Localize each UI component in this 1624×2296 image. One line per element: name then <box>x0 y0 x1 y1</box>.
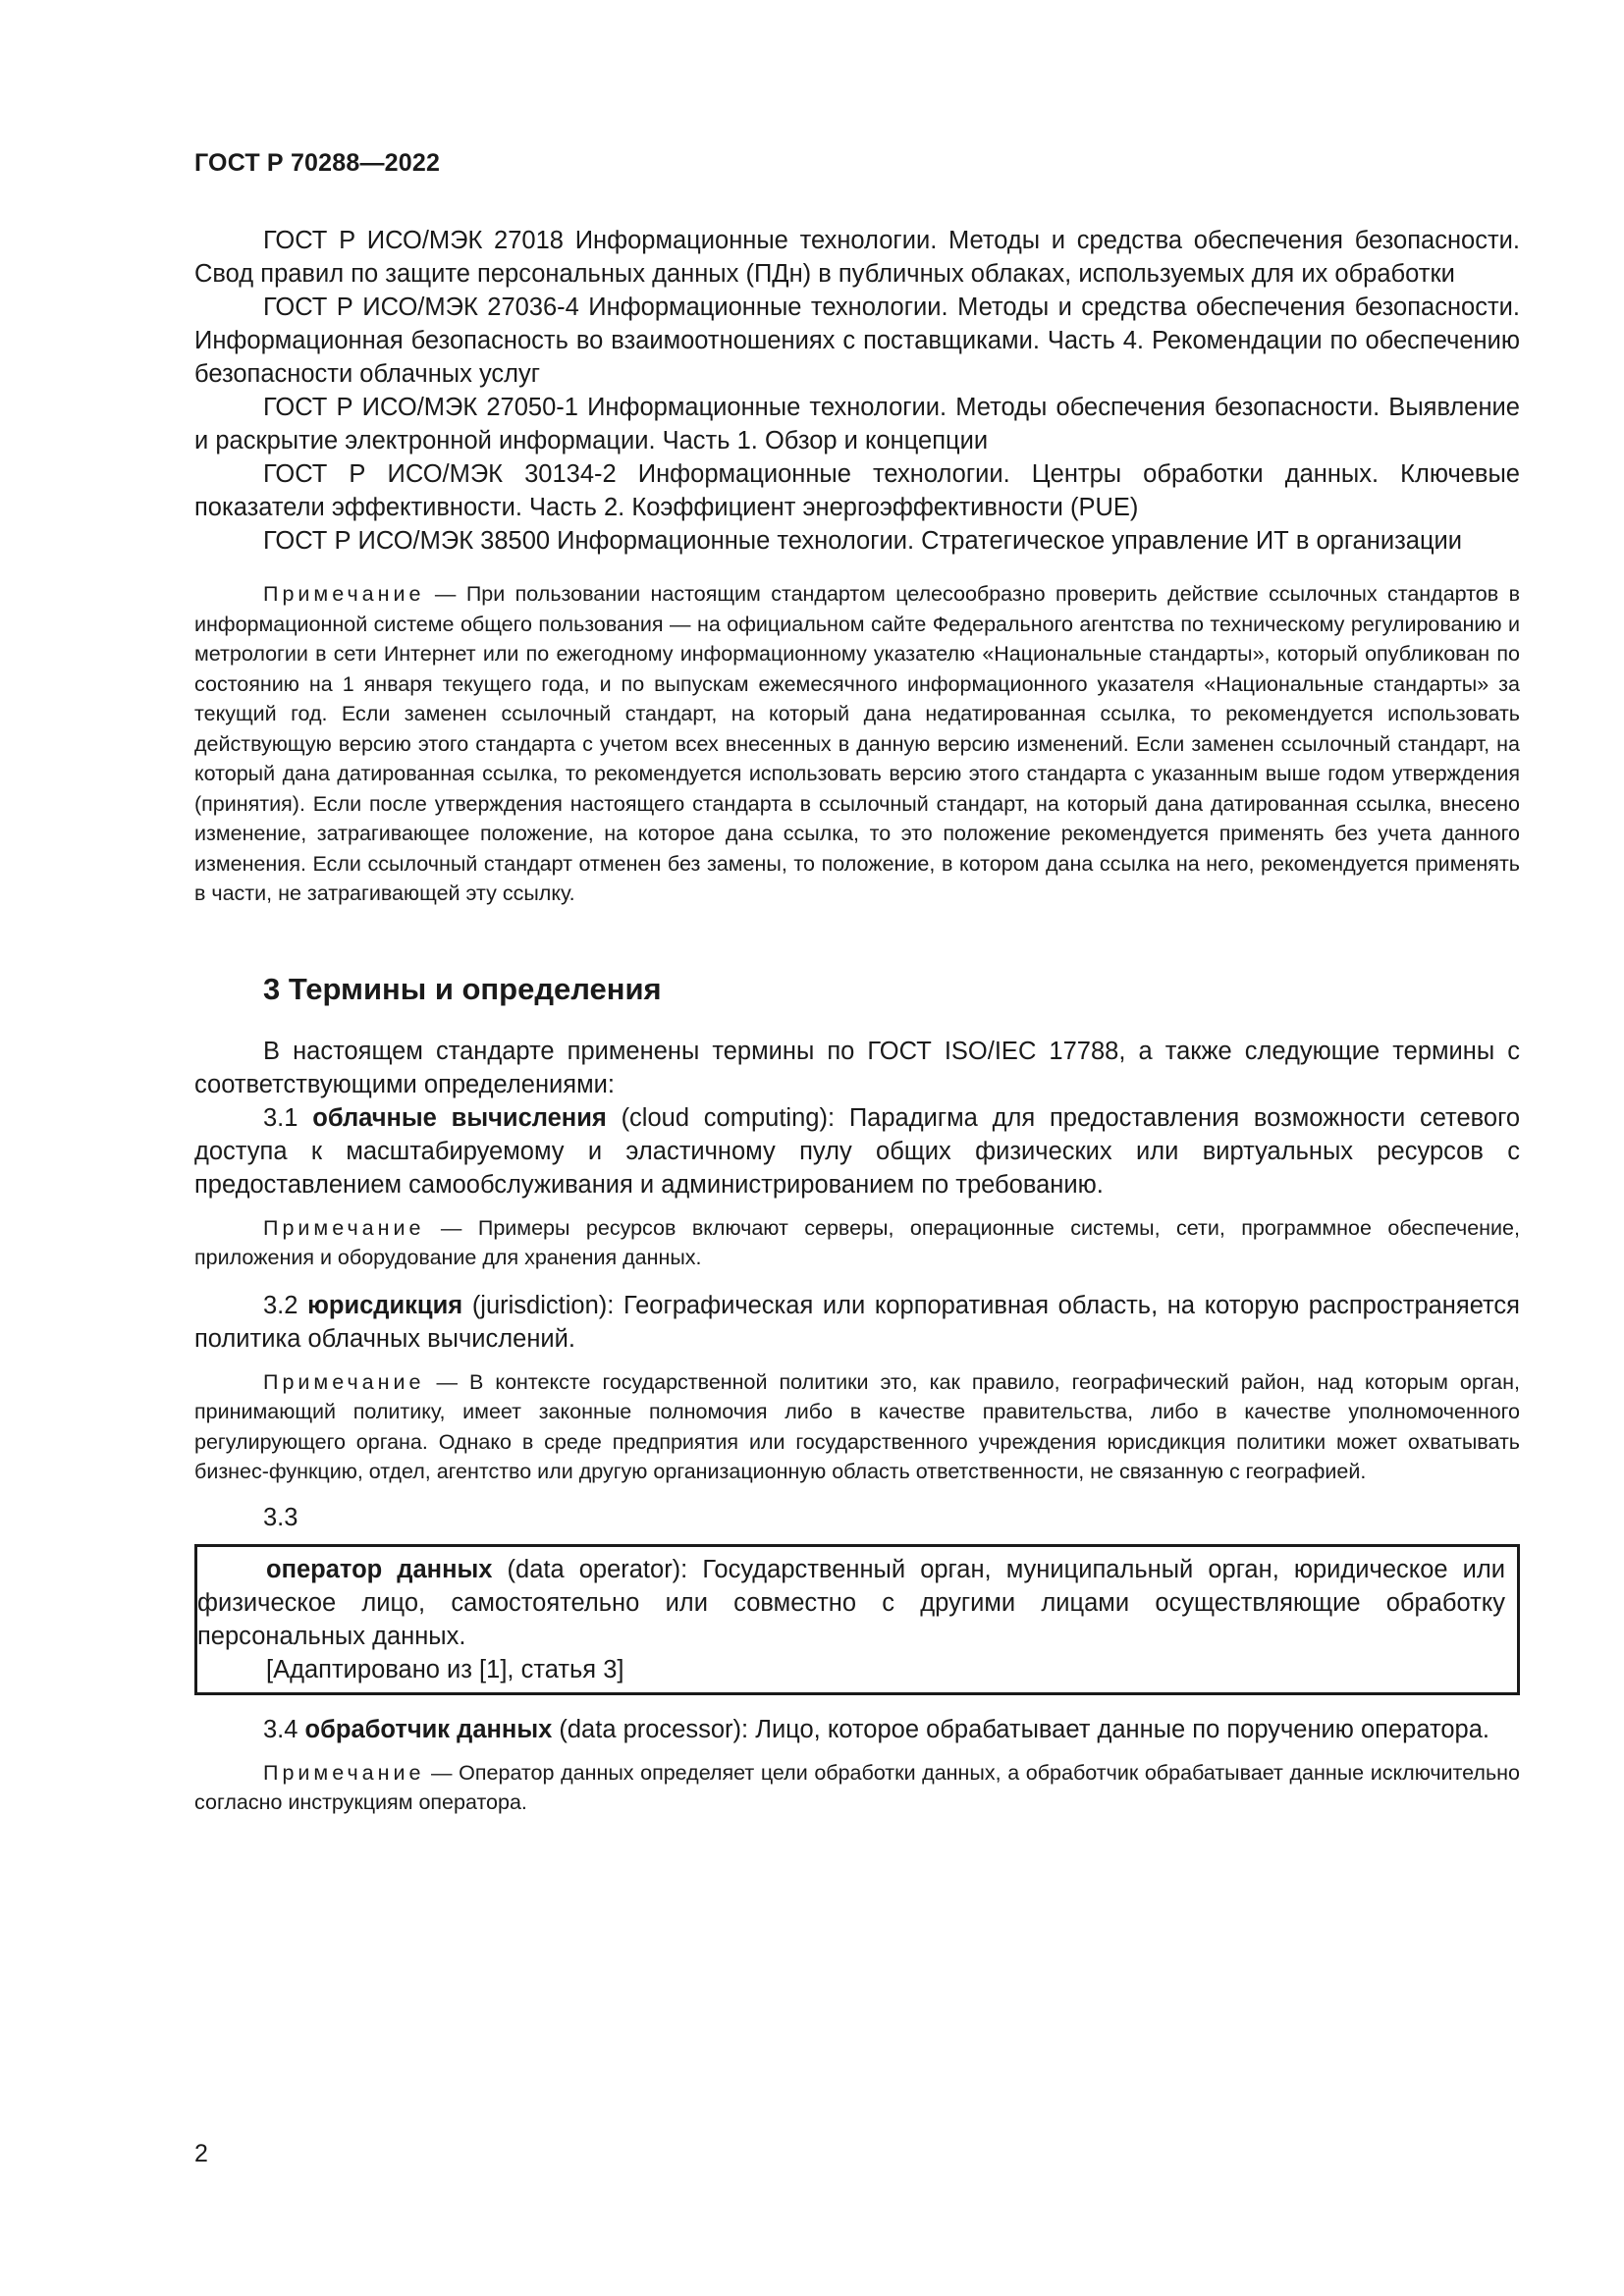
note-dash: — <box>424 582 466 606</box>
note-dash: — <box>424 1760 460 1785</box>
section-heading: 3 Термины и определения <box>263 971 662 1006</box>
note-label: Примечание <box>263 1215 425 1240</box>
reference-item: ГОСТ Р ИСО/МЭК 27050-1 Информационные технологии. Методы обеспечения безопасности. Выявление и раскрытие электронной информации. Часть 1. Обзор и концепции <box>194 394 1520 454</box>
reference-item: ГОСТ Р ИСО/МЭК 38500 Информационные технологии. Стратегическое управление ИТ в организации <box>263 527 1463 555</box>
note-text: Оператор данных определяет цели обработки данных, а обработчик обрабатывает данные исключительно согласно инструкциям оператора. <box>194 1760 1520 1814</box>
reference-item: ГОСТ Р ИСО/МЭК 27018 Информационные технологии. Методы и средства обеспечения безопасности. Свод правил по защите персональных данных (ПДн) в публичных облаках, используемых для их обработки <box>194 227 1520 288</box>
term-3-1 <box>194 1101 1520 1201</box>
term-3-3 <box>197 1553 1505 1653</box>
term-name: обработчик данных <box>304 1715 553 1743</box>
note-text: При пользовании настоящим стандартом целесообразно проверить действие ссылочных стандартов в информационной системе общего пользования — на официальном сайте Федерального агентства по техническому регулированию и метрологии в сети Интернет или по ежегодному информационному указателю «Национальные стандарты», который опубликован по состоянию на 1 января текущего года, и по выпускам ежемесячного информационного указателя «Национальные стандарты» за текущий год. Если заменен ссылочный стандарт, на который дана недатированная ссылка, то рекомендуется использовать действующую версию этого стандарта с учетом всех внесенных в данную версию изменений. Если заменен ссылочный стандарт, на который дана датированная ссылка, то рекомендуется использовать версию этого стандарта с указанным выше годом утверждения (принятия). Если после утверждения настоящего стандарта в ссылочный стандарт, на который дана датированная ссылка, внесено изменение, затрагивающее положение, на которое дана ссылка, то это положение рекомендуется применять без учета данного изменения. Если ссылочный стандарт отменен без замены, то положение, в котором дана ссылка на него, рекомендуется применять в части, не затрагивающей эту ссылку. <box>194 582 1520 905</box>
term-number: 3.2 <box>263 1291 298 1319</box>
term-definition: (cloud computing): Парадигма для предоставления возможности сетевого доступа к масштабируемому и эластичному пулу общих физических или виртуальных ресурсов с предоставлением самообслуживания и администрированием по требованию. <box>194 1103 1520 1199</box>
term-3-4 <box>194 1713 1520 1746</box>
term-name: юрисдикция <box>307 1291 463 1319</box>
note-label: Примечание <box>263 582 425 606</box>
note-label: Примечание <box>263 1369 425 1394</box>
reference-item: ГОСТ Р ИСО/МЭК 27036-4 Информационные технологии. Методы и средства обеспечения безопасности. Информационная безопасность во взаимоотношениях с поставщиками. Часть 4. Рекомендации по обеспечению безопасности облачных услуг <box>194 294 1520 388</box>
term-3-3-box <box>194 1544 1520 1695</box>
term-number: 3.1 <box>263 1103 298 1132</box>
term-3-4-note <box>194 1758 1520 1818</box>
term-3-1-note <box>194 1213 1520 1273</box>
reference-item: ГОСТ Р ИСО/МЭК 30134-2 Информационные технологии. Центры обработки данных. Ключевые показатели эффективности. Часть 2. Коэффициент энергоэффективности (PUE) <box>194 460 1520 521</box>
term-3-2 <box>194 1289 1520 1356</box>
term-3-2-note <box>194 1367 1520 1487</box>
term-name: оператор данных <box>266 1555 493 1583</box>
note-dash: — <box>424 1215 478 1240</box>
term-3-3-source: [Адаптировано из [1], статья 3] <box>266 1655 624 1683</box>
term-definition: (jurisdiction): Географическая или корпоративная область, на которую распространяется политика облачных вычислений. <box>194 1291 1520 1353</box>
term-name: облачные вычисления <box>312 1103 607 1132</box>
note-dash: — <box>424 1369 470 1394</box>
term-definition: (data processor): Лицо, которое обрабатывает данные по поручению оператора. <box>559 1715 1489 1743</box>
document-body <box>194 224 1520 1818</box>
term-3-3-number: 3.3 <box>263 1503 298 1531</box>
term-number: 3.4 <box>263 1715 298 1743</box>
note-label: Примечание <box>263 1760 425 1785</box>
references-note <box>194 579 1520 909</box>
note-text: Примеры ресурсов включают серверы, операционные системы, сети, программное обеспечение, приложения и оборудование для хранения данных. <box>194 1215 1520 1269</box>
page-number: 2 <box>194 2140 208 2167</box>
section-intro: В настоящем стандарте применены термины по ГОСТ ISO/IEC 17788, а также следующие термины с соответствующими определениями: <box>194 1037 1520 1098</box>
document-code-header: ГОСТ Р 70288—2022 <box>194 149 441 177</box>
term-definition: (data operator): Государственный орган, муниципальный орган, юридическое или физическое лицо, самостоятельно или совместно с другими лицами осуществляющие обработку персональных данных. <box>197 1555 1505 1650</box>
note-text: В контексте государственной политики это, как правило, географический район, над которым орган, принимающий политику, имеет законные полномочия либо в качестве правительства, либо в качестве уполномоченного регулирующего органа. Однако в среде предприятия или государственного учреждения юрисдикция политики может охватывать бизнес-функцию, отдел, агентство или другую организационную область ответственности, не связанную с географией. <box>194 1369 1520 1483</box>
